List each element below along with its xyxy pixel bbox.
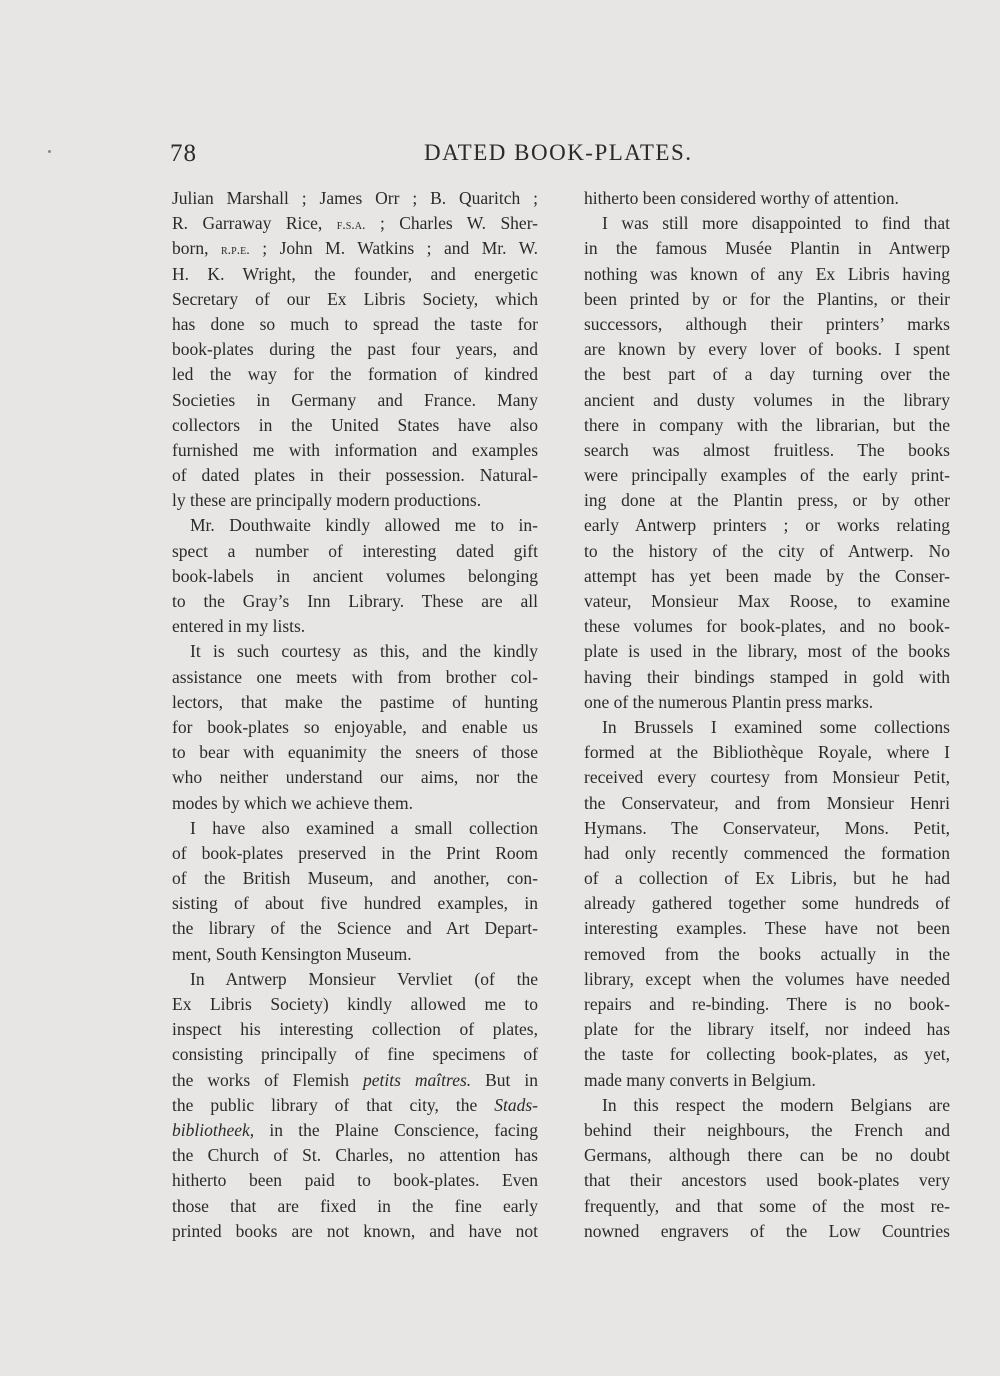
text-line: Secretary of our Ex Libris Society, which	[172, 288, 538, 309]
text-line: ment, South Kensington Museum.	[172, 943, 412, 964]
text-line: H. K. Wright, the founder, and energetic	[172, 263, 538, 284]
text-line: of the British Museum, and another, con-	[172, 868, 538, 889]
text-line: having their bindings stamped in gold with	[584, 666, 950, 687]
text-line: for book-plates so enjoyable, and enable us	[172, 716, 538, 737]
text-line: ly these are principally modern productions.	[172, 490, 482, 511]
text-line: formed at the Bibliothèque Royale, where I	[584, 742, 950, 763]
text-line: the works of Flemish petits maîtres. But in	[172, 1069, 538, 1090]
text-line: attempt has yet been made by the Conser-	[584, 565, 950, 586]
text-line: collectors in the United States have also	[172, 414, 538, 435]
text-line: inspect his interesting collection of plates,	[172, 1019, 538, 1040]
page-header	[170, 140, 950, 180]
text-line: born, r.p.e. ; John M. Watkins ; and Mr. W.	[172, 238, 538, 259]
running-title: DATED BOOK-PLATES.	[424, 140, 693, 165]
text-line: plate for the library itself, nor indeed has	[584, 1019, 950, 1040]
text-line: had only recently commenced the formation	[584, 842, 950, 863]
text-line: nothing was known of any Ex Libris having	[584, 263, 950, 284]
text-line: led the way for the formation of kindred	[172, 364, 538, 385]
text-line: Hymans. The Conservateur, Mons. Petit,	[584, 817, 950, 838]
text-line: hitherto been paid to book-plates. Even	[172, 1170, 538, 1191]
text-line: book-plates during the past four years, and	[172, 339, 538, 360]
text-line: the best part of a day turning over the	[584, 364, 950, 385]
text-line: to the Gray’s Inn Library. These are all	[172, 591, 538, 611]
text-line: received every courtesy from Monsieur Petit,	[584, 767, 950, 788]
text-line: entered in my lists.	[172, 616, 306, 637]
text-line: modes by which we achieve them.	[172, 792, 414, 813]
text-line: were principally examples of the early print-	[584, 465, 950, 486]
text-line: in the famous Musée Plantin in Antwerp	[584, 238, 950, 259]
text-line: successors, although their printers’ marks	[584, 313, 950, 334]
text-line: been printed by or for the Plantins, or their	[584, 288, 950, 309]
text-line: library, except when the volumes have needed	[584, 968, 950, 989]
text-line: Ex Libris Society) kindly allowed me to	[172, 994, 538, 1014]
text-line: the Church of St. Charles, no attention has	[172, 1145, 538, 1166]
text-line: In Brussels I examined some collections	[602, 716, 950, 737]
text-line: has done so much to spread the taste for	[172, 313, 538, 334]
text-line: assistance one meets with from brother col-	[172, 666, 538, 687]
text-line: of dated plates in their possession. Natural-	[172, 465, 538, 486]
text-line: of book-plates preserved in the Print Room	[172, 842, 538, 863]
text-line: book-labels in ancient volumes belonging	[172, 565, 538, 586]
text-line: early Antwerp printers ; or works relating	[584, 515, 950, 536]
text-line: It is such courtesy as this, and the kindly	[190, 641, 538, 662]
text-line: those that are fixed in the fine early	[172, 1195, 538, 1216]
text-line: lectors, that make the pastime of hunting	[172, 691, 538, 712]
text-line: frequently, and that some of the most re-	[584, 1195, 950, 1216]
text-line: ing done at the Plantin press, or by other	[584, 490, 950, 511]
text-line: In Antwerp Monsieur Vervliet (of the	[190, 968, 538, 989]
paper-speck	[48, 150, 51, 153]
text-line: R. Garraway Rice, f.s.a. ; Charles W. Sher-	[172, 213, 538, 234]
text-line: I have also examined a small collection	[190, 817, 538, 838]
text-line: these volumes for book-plates, and no book-	[584, 616, 950, 637]
text-line: repairs and re-binding. There is no book-	[584, 994, 950, 1014]
text-line: made many converts in Belgium.	[584, 1069, 816, 1090]
text-line: who neither understand our aims, nor the	[172, 767, 538, 788]
text-line: search was almost fruitless. The books	[584, 439, 950, 460]
text-line: of a collection of Ex Libris, but he had	[584, 868, 950, 889]
text-line: already gathered together some hundreds of	[584, 893, 950, 914]
text-line: that their ancestors used book-plates very	[584, 1170, 950, 1191]
text-line: the taste for collecting book-plates, as yet,	[584, 1044, 950, 1065]
text-line: the public library of that city, the Stads-	[172, 1094, 538, 1115]
text-line: sisting of about five hundred examples, in	[172, 893, 538, 914]
text-line: the library of the Science and Art Depart-	[172, 918, 538, 939]
text-line: plate is used in the library, most of the books	[584, 641, 950, 662]
text-line: ancient and dusty volumes in the library	[584, 389, 950, 410]
text-line: furnished me with information and examples	[172, 439, 538, 460]
text-line: Mr. Douthwaite kindly allowed me to in-	[190, 515, 538, 536]
text-line: In this respect the modern Belgians are	[602, 1094, 950, 1115]
text-line: interesting examples. These have not been	[584, 918, 950, 939]
text-line: Germans, although there can be no doubt	[584, 1145, 950, 1166]
right-text-column	[584, 186, 950, 1244]
text-line: there in company with the librarian, but the	[584, 414, 950, 435]
text-line: Julian Marshall ; James Orr ; B. Quaritch ;	[172, 188, 538, 208]
text-line: nowned engravers of the Low Countries	[584, 1220, 950, 1241]
text-line: to the history of the city of Antwerp. No	[584, 540, 950, 561]
text-line: I was still more disappointed to find that	[602, 213, 950, 234]
text-line: vateur, Monsieur Max Roose, to examine	[584, 591, 950, 611]
text-line: are known by every lover of books. I spent	[584, 339, 950, 360]
text-line: bibliotheek, in the Plaine Conscience, facing	[172, 1119, 538, 1140]
text-line: Societies in Germany and France. Many	[172, 389, 538, 410]
text-line: spect a number of interesting dated gift	[172, 540, 538, 561]
text-line: hitherto been considered worthy of attention.	[584, 188, 899, 208]
left-text-column	[172, 186, 538, 1244]
text-line: removed from the books actually in the	[584, 943, 950, 964]
text-line: consisting principally of fine specimens of	[172, 1044, 538, 1065]
text-line: one of the numerous Plantin press marks.	[584, 691, 874, 712]
text-line: behind their neighbours, the French and	[584, 1119, 950, 1140]
text-line: to bear with equanimity the sneers of those	[172, 742, 538, 763]
text-line: the Conservateur, and from Monsieur Henri	[584, 792, 950, 813]
page-number: 78	[170, 140, 197, 167]
text-line: printed books are not known, and have not	[172, 1220, 538, 1241]
